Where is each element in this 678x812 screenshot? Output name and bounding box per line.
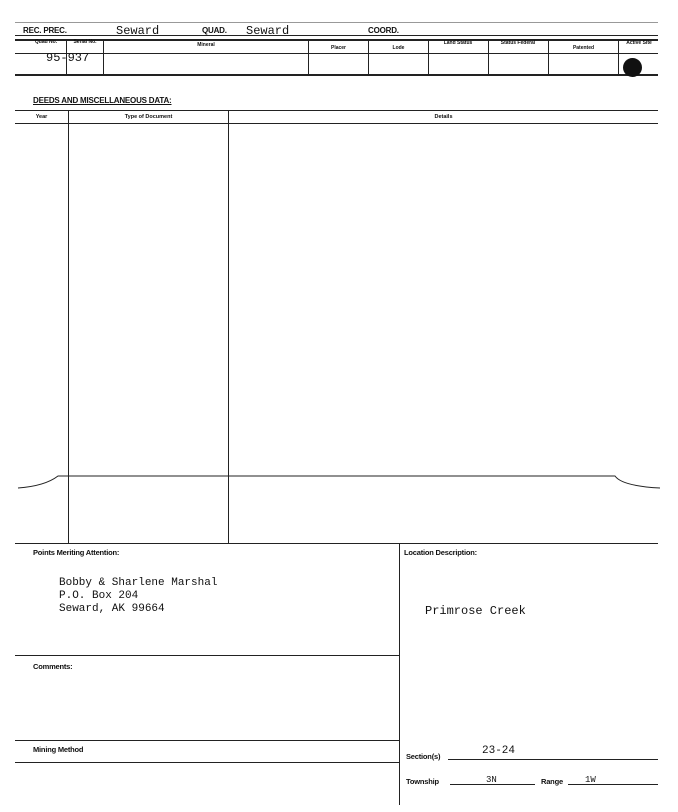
deeds-bottom-rule (15, 543, 658, 544)
quad-value: Seward (246, 24, 290, 38)
township-label: Township (406, 777, 439, 786)
page-fold-line (0, 464, 678, 494)
mining-bottom-rule (15, 762, 399, 763)
deeds-section-title: DEEDS AND MISCELLANEOUS DATA: (33, 96, 172, 105)
col-type-of-document: Type of Document (124, 114, 173, 120)
header-divider (368, 39, 369, 74)
points-line-2: P.O. Box 204 (59, 590, 139, 602)
section-value: 23-24 (482, 745, 516, 757)
col-land-status: Land Status (443, 40, 473, 46)
lower-center-divider (399, 543, 400, 805)
header-rule-2 (15, 39, 658, 41)
rec-prec-value: Seward (116, 24, 160, 38)
serial-value: 95-937 (46, 51, 90, 65)
col-quad-no: Quad No. (34, 39, 58, 45)
range-underline (568, 784, 658, 785)
mining-method-label: Mining Method (33, 745, 84, 754)
location-label: Location Description: (404, 548, 477, 557)
section-underline (448, 759, 658, 760)
header-top-rule (15, 22, 658, 23)
location-value: Primrose Creek (425, 604, 526, 618)
header-divider (618, 39, 619, 74)
col-mineral: Mineral (197, 42, 215, 48)
township-value: 3N (486, 775, 497, 785)
col-serial-no: Serial No. (73, 39, 97, 45)
header-bottom-rule (15, 74, 658, 76)
points-line-3: Seward, AK 99664 (59, 603, 165, 615)
col-status-federal: Status Federal (500, 40, 536, 46)
range-value: 1W (585, 775, 596, 785)
active-site-dot (623, 58, 642, 77)
points-label: Points Meriting Attention: (33, 548, 120, 557)
header-divider (308, 39, 309, 74)
mining-rule (15, 740, 399, 741)
col-lode: Lode (392, 45, 405, 51)
points-line-1: Bobby & Sharlene Marshal (59, 577, 218, 589)
section-label: Section(s) (406, 752, 441, 761)
header-divider (488, 39, 489, 74)
col-placer: Placer (330, 45, 346, 51)
deeds-top-rule (15, 110, 658, 111)
rec-prec-label: REC. PREC. (23, 26, 67, 35)
header-divider (548, 39, 549, 74)
col-patented: Patented (572, 45, 595, 51)
coord-label: COORD. (368, 26, 399, 35)
header-rule-3 (15, 53, 658, 54)
col-details: Details (434, 114, 453, 120)
quad-label: QUAD. (202, 26, 227, 35)
range-label: Range (541, 777, 563, 786)
header-divider (428, 39, 429, 74)
comments-label: Comments: (33, 662, 73, 671)
comments-rule (15, 655, 399, 656)
col-year: Year (35, 114, 48, 120)
col-active-site: Active Site (626, 40, 652, 46)
header-rule-1 (15, 35, 658, 36)
deeds-header-rule (15, 123, 658, 124)
